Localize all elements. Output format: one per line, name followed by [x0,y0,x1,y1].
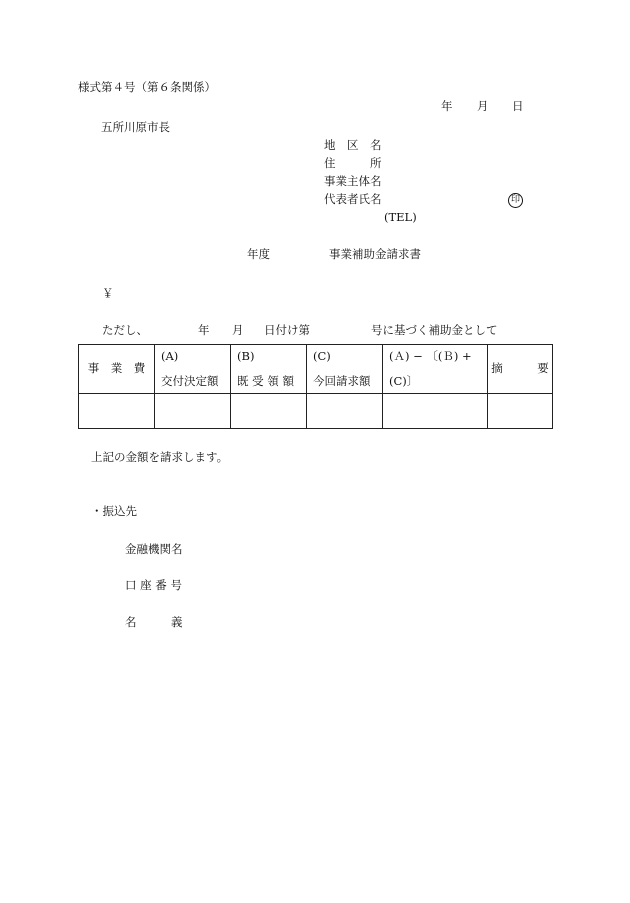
date-day-label: 日 [512,99,524,113]
col-c-title: 今回請求額 [313,373,371,388]
col-a-label: (A) [161,349,179,363]
district-label: 地 区 名 [324,138,382,152]
yen-symbol: ￥ [102,286,114,300]
formula-line1: (Ａ) − 〔(Ｂ) + [389,349,472,363]
basis-prefix: ただし、 [102,323,148,337]
project-cost-cell[interactable] [79,394,155,429]
col-c-label: (C) [313,349,331,363]
address-label: 住 所 [324,156,382,170]
col-c-cell[interactable] [307,394,383,429]
form-number: 様式第４号（第６条関係） [78,80,216,94]
document-title: 事業補助金請求書 [329,247,421,261]
col-c-header [307,345,383,394]
seal-icon: 印 [508,193,523,208]
project-cost-header: 事 業 費 [79,345,155,394]
col-b-header [231,345,307,394]
tel-label: (TEL) [384,210,417,224]
table-row [79,394,553,429]
account-holder-label: 名 義 [125,615,183,629]
basis-month: 月 [232,323,244,337]
basis-year: 年 [198,323,210,337]
col-b-label: (B) [237,349,255,363]
claim-statement: 上記の金額を請求します。 [91,450,229,464]
col-b-cell[interactable] [231,394,307,429]
entity-name-label: 事業主体名 [324,174,382,188]
addressee: 五所川原市長 [101,120,170,134]
col-b-title: 既 受 領 額 [237,373,294,388]
col-a-cell[interactable] [155,394,231,429]
col-a-title: 交付決定額 [161,373,219,388]
remarks-header: 摘 要 [488,345,553,394]
representative-label: 代表者氏名 [324,192,382,206]
basis-day-number: 日付け第 [264,323,310,337]
seal-mark [508,193,523,208]
formula-line2: (C)〕 [389,373,419,388]
date-year-label: 年 [441,99,453,113]
date-month-label: 月 [477,99,489,113]
claim-table [78,344,553,429]
remarks-cell[interactable] [488,394,553,429]
bank-name-label: 金融機関名 [125,542,183,556]
formula-header [383,345,488,394]
account-number-label: 口 座 番 号 [125,578,182,592]
formula-cell[interactable] [383,394,488,429]
fiscal-year-label: 年度 [247,247,270,261]
col-a-header [155,345,231,394]
transfer-heading: ・振込先 [91,504,137,518]
basis-suffix: 号に基づく補助金として [371,323,498,337]
table-header-row [79,345,553,394]
